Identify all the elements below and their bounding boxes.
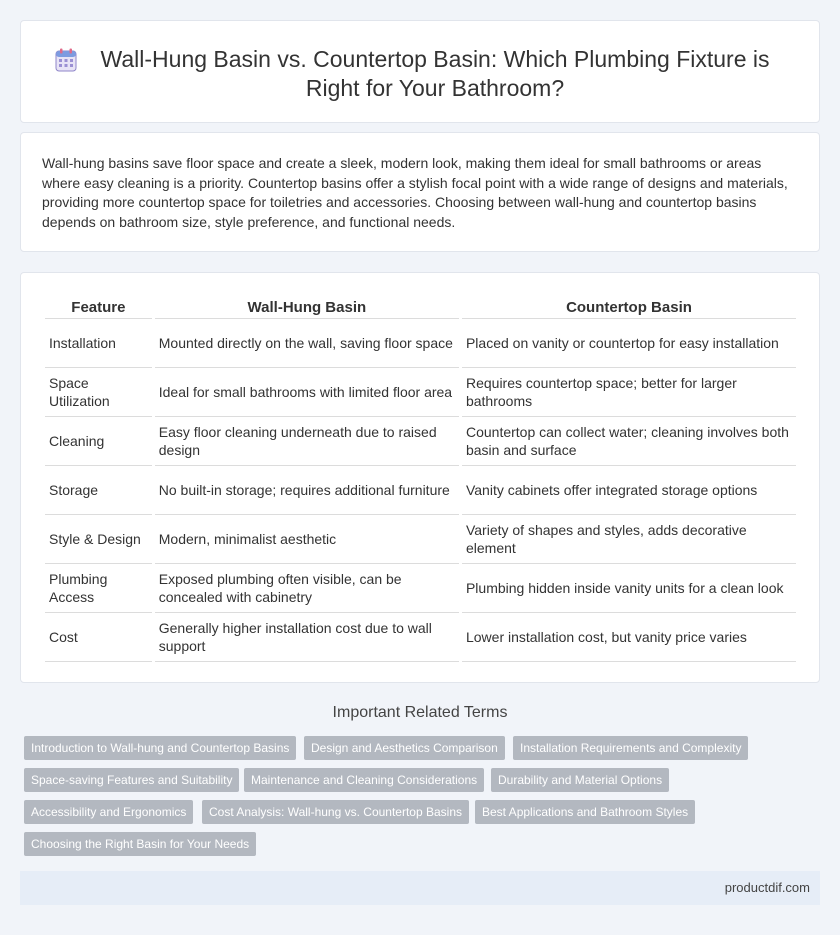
- related-term-tag[interactable]: Space-saving Features and Suitability: [24, 768, 239, 792]
- table-row: [45, 417, 796, 466]
- feature-cell: Storage: [45, 466, 152, 515]
- countertop-cell: Lower installation cost, but vanity price varies: [462, 613, 796, 662]
- related-term-tag[interactable]: Durability and Material Options: [491, 768, 669, 792]
- wall-hung-cell: Ideal for small bathrooms with limited floor area: [155, 368, 459, 417]
- table-row: [45, 564, 796, 613]
- table-row: [45, 319, 796, 368]
- feature-cell: Style & Design: [45, 515, 152, 564]
- related-term-tag[interactable]: Choosing the Right Basin for Your Needs: [24, 832, 256, 856]
- related-term-tag[interactable]: Accessibility and Ergonomics: [24, 800, 193, 824]
- feature-cell: Cost: [45, 613, 152, 662]
- header-feature: Feature: [45, 295, 152, 319]
- wall-hung-cell: Modern, minimalist aesthetic: [155, 515, 459, 564]
- feature-cell: Installation: [45, 319, 152, 368]
- countertop-cell: Placed on vanity or countertop for easy installation: [462, 319, 796, 368]
- related-term-tag[interactable]: Installation Requirements and Complexity: [513, 736, 748, 760]
- title-card: [20, 20, 820, 123]
- countertop-cell: Variety of shapes and styles, adds decorative element: [462, 515, 796, 564]
- feature-cell: Cleaning: [45, 417, 152, 466]
- table-row: [45, 368, 796, 417]
- wall-hung-cell: Generally higher installation cost due to wall support: [155, 613, 459, 662]
- wall-hung-cell: Exposed plumbing often visible, can be concealed with cabinetry: [155, 564, 459, 613]
- wall-hung-cell: Mounted directly on the wall, saving floor space: [155, 319, 459, 368]
- table-row: [45, 613, 796, 662]
- related-term-tag[interactable]: Maintenance and Cleaning Considerations: [244, 768, 484, 792]
- feature-cell: Plumbing Access: [45, 564, 152, 613]
- footer: [20, 871, 820, 905]
- related-term-tag[interactable]: Design and Aesthetics Comparison: [304, 736, 505, 760]
- countertop-cell: Countertop can collect water; cleaning involves both basin and surface: [462, 417, 796, 466]
- header-countertop: Countertop Basin: [462, 295, 796, 319]
- table-row: [45, 515, 796, 564]
- wall-hung-cell: Easy floor cleaning underneath due to raised design: [155, 417, 459, 466]
- related-terms-heading: Important Related Terms: [332, 704, 508, 721]
- table-row: [45, 466, 796, 515]
- header-wall-hung: Wall-Hung Basin: [155, 295, 459, 319]
- related-term-tag[interactable]: Introduction to Wall-hung and Countertop Basins: [24, 736, 296, 760]
- intro-paragraph: Wall-hung basins save floor space and create a sleek, modern look, making them ideal for small bathrooms or areas where easy cleaning is a priority. Countertop basins offer a stylish focal point with a wide range of designs and materials, providing more countertop space for toiletries and accessories. Choosing between wall-hung and countertop basins depends on bathroom size, style preference, and functional needs.: [42, 155, 788, 230]
- related-term-tag[interactable]: Best Applications and Bathroom Styles: [475, 800, 695, 824]
- intro-card: [20, 132, 820, 252]
- comparison-table-card: [20, 272, 820, 683]
- feature-cell: Space Utilization: [45, 368, 152, 417]
- countertop-cell: Vanity cabinets offer integrated storage options: [462, 466, 796, 515]
- countertop-cell: Plumbing hidden inside vanity units for a clean look: [462, 564, 796, 613]
- related-term-tag[interactable]: Cost Analysis: Wall-hung vs. Countertop Basins: [202, 800, 469, 824]
- page-title: Wall-Hung Basin vs. Countertop Basin: Which Plumbing Fixture is Right for Your Bathroom?: [100, 46, 770, 101]
- wall-hung-cell: No built-in storage; requires additional furniture: [155, 466, 459, 515]
- comparison-table: [42, 295, 799, 662]
- table-header-row: [45, 295, 796, 319]
- countertop-cell: Requires countertop space; better for larger bathrooms: [462, 368, 796, 417]
- footer-site-name: productdif.com: [724, 880, 810, 895]
